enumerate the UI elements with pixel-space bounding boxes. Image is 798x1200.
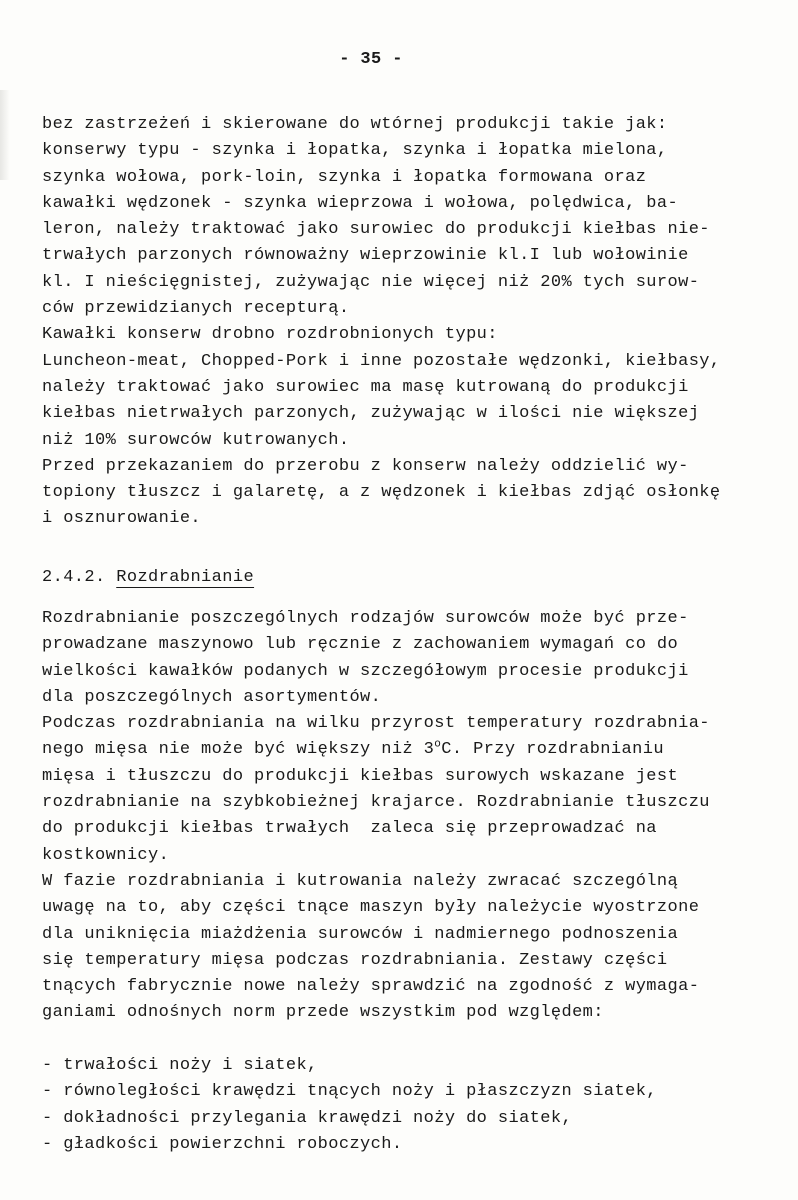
text-line: ganiami odnośnych norm przede wszystkim pod względem: — [42, 1003, 604, 1023]
text-line: prowadzane maszynowo lub ręcznie z zachowaniem wymagań co do — [42, 635, 679, 655]
text-line: wielkości kawałków podanych w szczegółowym procesie produkcji — [42, 661, 689, 681]
temperature-text: nego mięsa nie może być większy niż 3 — [42, 740, 435, 760]
text-line: leron, należy traktować jako surowiec do produkcji kiełbas nie- — [42, 220, 710, 240]
text-line: kawałki wędzonek - szynka wieprzowa i wołowa, polędwica, ba- — [42, 193, 679, 213]
paragraph-shredding — [42, 606, 752, 1027]
text-line: bez zastrzeżeń i skierowane do wtórnej produkcji takie jak: — [42, 115, 668, 134]
text-line: Przed przekazaniem do przerobu z konserw należy oddzielić wy- — [42, 456, 689, 476]
text-line: kostkownicy. — [42, 845, 170, 865]
degree-symbol: o — [434, 738, 442, 751]
temperature-line — [42, 737, 752, 763]
text-line: topiony tłuszcz i galaretę, a z wędzonek i kiełbas zdjąć osłonkę — [42, 483, 721, 503]
requirements-list — [42, 1053, 752, 1158]
text-line: trwałych parzonych równoważny wieprzowinie kl.I lub wołowinie — [42, 246, 689, 266]
text-line: i osznurowanie. — [42, 509, 202, 529]
text-line: kl. I nieścięgnistej, zużywając nie więcej niż 20% tych surow- — [42, 272, 700, 292]
text-line: rozdrabnianie na szybkobieżnej krajarce. Rozdrabnianie tłuszczu — [42, 793, 710, 813]
text-line: Luncheon-meat, Chopped-Pork i inne pozostałe wędzonki, kiełbasy, — [42, 351, 721, 371]
page-number: - 35 - — [339, 50, 403, 69]
temperature-text-suffix: C. Przy rozdrabnianiu — [441, 740, 664, 760]
paragraph-products-reuse — [42, 112, 752, 533]
section-heading — [42, 565, 254, 591]
section-title: Rozdrabnianie — [116, 568, 255, 587]
text-line: dla uniknięcia miażdżenia surowców i nadmiernego podnoszenia — [42, 924, 679, 944]
list-item: - dokładności przylegania krawędzi noży do siatek, — [42, 1108, 573, 1128]
text-line: się temperatury mięsa podczas rozdrabniania. Zestawy części — [42, 950, 668, 970]
text-line: mięsa i tłuszczu do produkcji kiełbas surowych wskazane jest — [42, 766, 679, 786]
text-line: W fazie rozdrabniania i kutrowania należy zwracać szczególną — [42, 871, 679, 891]
text-line: Rozdrabnianie poszczególnych rodzajów surowców może być prze- — [42, 609, 689, 628]
list-item: - trwałości noży i siatek, — [42, 1056, 318, 1075]
text-line: szynka wołowa, pork-loin, szynka i łopatka formowana oraz — [42, 167, 647, 187]
text-line: Kawałki konserw drobno rozdrobnionych typu: — [42, 325, 498, 345]
text-line: kiełbas nietrwałych parzonych, zużywając w ilości nie większej — [42, 404, 700, 424]
text-line: niż 10% surowców kutrowanych. — [42, 430, 350, 450]
text-line: dla poszczególnych asortymentów. — [42, 687, 382, 707]
list-item: - gładkości powierzchni roboczych. — [42, 1134, 403, 1154]
scan-edge-shadow — [0, 90, 10, 180]
text-line: konserwy typu - szynka i łopatka, szynka i łopatka mielona, — [42, 141, 668, 161]
text-line: uwagę na to, aby części tnące maszyn były należycie wyostrzone — [42, 898, 700, 918]
list-item: - równoległości krawędzi tnących noży i płaszczyzn siatek, — [42, 1082, 657, 1102]
text-line: do produkcji kiełbas trwałych zaleca się przeprowadzać na — [42, 819, 657, 839]
text-line: ców przewidzianych recepturą. — [42, 299, 350, 319]
text-line: tnących fabrycznie nowe należy sprawdzić na zgodność z wymaga- — [42, 977, 700, 997]
text-line: należy traktować jako surowiec ma masę kutrowaną do produkcji — [42, 377, 689, 397]
section-number: 2.4.2. — [42, 568, 106, 587]
text-line: Podczas rozdrabniania na wilku przyrost temperatury rozdrabnia- — [42, 714, 710, 734]
